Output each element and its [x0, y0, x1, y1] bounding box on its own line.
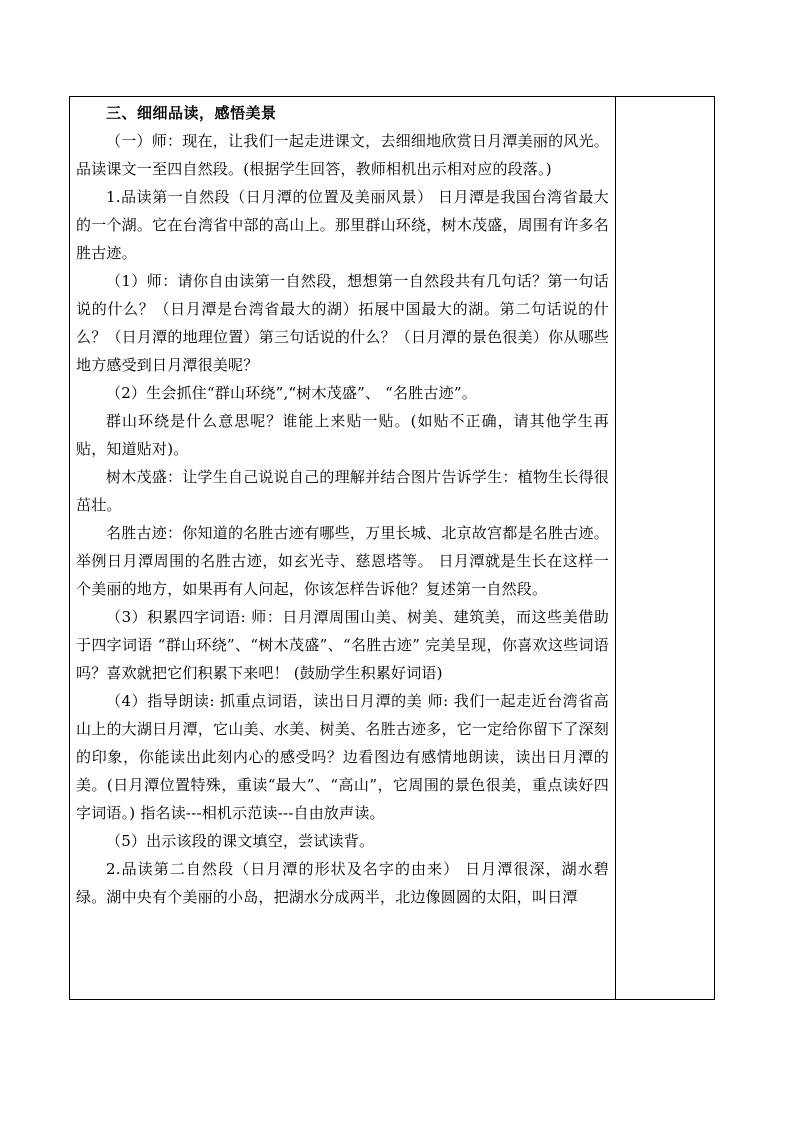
notes-cell — [616, 97, 714, 999]
paragraph-question5: （5）出示该段的课文填空，尝试读背。 — [106, 832, 375, 850]
paragraph-question4: （4）指导朗读: 抓重点词语，读出日月潭的美 师: 我们一起走近台湾省高山上的大湖日月潭，它山美、水美、树美、名胜古迹多，它一定给你留下了深刻的印象，你能读出此刻内心的感受吗？边看图边有感情地朗读，读出日月潭的美。(日月潭位置特殊，重读“最大”、“高山”，它周围的景色很美，重点读好四字词语。) 指名读---相机示范读---自由放声读。 — [76, 692, 609, 822]
section-heading: 三、细细品读，感悟美景 — [106, 104, 277, 122]
lesson-table — [69, 96, 715, 1000]
paragraph-part2: 2.品读第二自然段（日月潭的形状及名字的由来） 日月潭很深，湖水碧绿。湖中央有个美丽的小岛，把湖水分成两半，北边像圆圆的太阳，叫日潭 — [76, 860, 609, 906]
paragraph-question1: （1）师：请你自由读第一自然段，想想第一自然段共有几句话？第一句话说的什么？（日月潭是台湾省最大的湖）拓展中国最大的湖。第二句话说的什么？（日月潭的地理位置）第三句话说的什么？（日月潭的景色很美）你从哪些地方感受到日月潭很美呢？ — [76, 272, 609, 374]
paragraph-mingsheng: 名胜古迹：你知道的名胜古迹有哪些，万里长城、北京故宫都是名胜古迹。举例日月潭周围的名胜古迹，如玄光寺、慈恩塔等。 日月潭就是生长在这样一个美丽的地方，如果再有人问起，你该怎样告诉他？复述第一自然段。 — [76, 524, 609, 598]
paragraph-part1: 1.品读第一自然段（日月潭的位置及美丽风景） 日月潭是我国台湾省最大的一个湖。它在台湾省中部的高山上。那里群山环绕，树木茂盛，周围有许多名胜古迹。 — [76, 188, 609, 262]
paragraph-question2: （2）生会抓住“群山环绕”,“树木茂盛”、 “名胜古迹”。 — [106, 384, 477, 402]
lesson-content-cell — [70, 97, 616, 999]
paragraph-intro: （一）师：现在，让我们一起走进课文，去细细地欣赏日月潭美丽的风光。品读课文一至四自然段。(根据学生回答，教师相机出示相对应的段落。) — [76, 132, 609, 178]
paragraph-shumu: 树木茂盛：让学生自己说说自己的理解并结合图片告诉学生：植物生长得很茁壮。 — [76, 468, 609, 514]
paragraph-qunshan: 群山环绕是什么意思呢？谁能上来贴一贴。(如贴不正确，请其他学生再贴，知道贴对)。 — [76, 412, 609, 458]
paragraph-question3: （3）积累四字词语: 师：日月潭周围山美、树美、建筑美，而这些美借助于四字词语 “群山环绕”、“树木茂盛”、“名胜古迹” 完美呈现，你喜欢这些词语吗？喜欢就把它们积累下来吧！ (鼓励学生积累好词语) — [76, 608, 609, 682]
